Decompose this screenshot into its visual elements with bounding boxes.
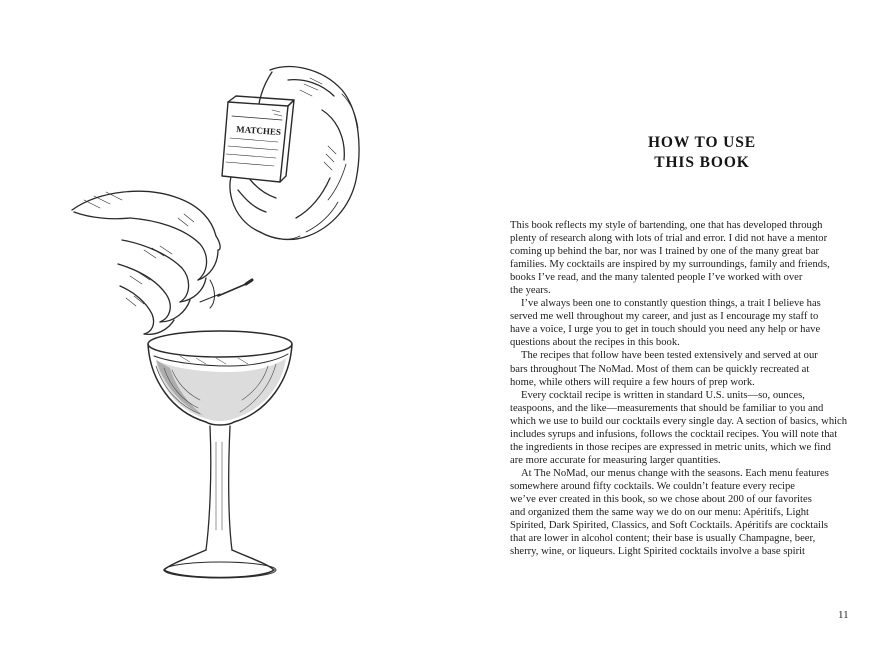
text-line: and organized them the same way we do on our menu: Apéritifs, Light: [510, 507, 810, 519]
text-line: coming up behind the bar, nor was I trained by one of the many great bar: [510, 246, 820, 258]
matchbox-sketch: [222, 96, 294, 182]
text-line: includes syrups and infusions, follows the cocktail recipes. You will note that: [510, 428, 838, 440]
text-line: home, while others will require a few hours of prep work.: [510, 376, 755, 388]
text-line: have a voice, I urge you to get in touch should you need any help or have: [510, 324, 821, 336]
left-page: [0, 0, 447, 648]
right-page: [447, 0, 895, 648]
text-line: the ingredients in those recipes are expressed in metric units, which we find: [510, 441, 831, 453]
body-text: [510, 219, 850, 558]
text-line: Every cocktail recipe is written in standard U.S. units—so, ounces,: [521, 389, 805, 401]
text-line: somewhere around fifty cocktails. We couldn’t feature every recipe: [510, 480, 795, 492]
chapter-title: [537, 133, 867, 173]
text-line: that are lower in alcohol content; their base is usually Champagne, beer,: [510, 533, 816, 545]
text-line: The recipes that follow have been tested extensively and served at our: [521, 350, 818, 362]
text-line: At The NoMad, our menus change with the seasons. Each menu features: [521, 467, 829, 479]
chapter-title-line-1: HOW TO USE: [647, 134, 757, 151]
text-line: questions about the recipes in this book.: [510, 337, 680, 349]
lower-hand-sketch: [72, 191, 220, 334]
text-line: teaspoons, and the like—measurements that should be familiar to you and: [510, 402, 824, 414]
matchbox-label: MATCHES: [235, 124, 282, 138]
text-line: plenty of research along with lots of trial and error. I did not have a mentor: [510, 233, 828, 245]
match-stick-sketch: [200, 280, 252, 302]
text-line: we’ve ever created in this book, so we chose about 200 of our favorites: [510, 493, 812, 505]
text-line: which we use to build our cocktails every single day. A section of basics, which: [510, 415, 848, 427]
text-line: are more accurate for measuring larger quantities.: [510, 454, 721, 466]
page-number: 11: [838, 609, 849, 621]
text-line: books I’ve read, and the many talented people I’ve worked with over: [510, 272, 803, 284]
text-line: bars throughout The NoMad. Most of them can be quickly recreated at: [510, 363, 810, 375]
text-line: the years.: [510, 285, 551, 297]
text-line: served me well throughout my career, and just as I encourage my staff to: [510, 311, 819, 323]
chapter-title-line-2: THIS BOOK: [654, 154, 750, 171]
text-line: This book reflects my style of bartending, one that has developed through: [510, 220, 823, 231]
text-line: I’ve always been one to constantly question things, a trait I believe has: [521, 298, 821, 310]
text-line: Spirited, Dark Spirited, Classics, and Soft Cocktails. Apéritifs are cocktails: [510, 520, 829, 532]
text-line: sherry, wine, or liqueurs. Light Spirited cocktails involve a base spirit: [510, 546, 805, 558]
illustration-hands-match-coupe-icon: [60, 50, 370, 595]
text-line: families. My cocktails are inspired by my surroundings, family and friends,: [510, 259, 830, 271]
